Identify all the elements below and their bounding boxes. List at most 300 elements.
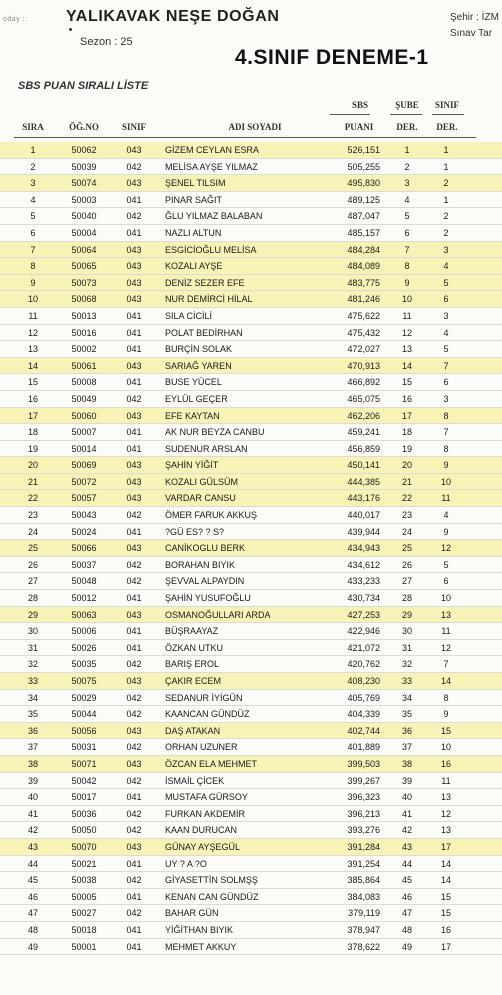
cell-rank: 5 bbox=[30, 211, 36, 222]
cell-rank: 20 bbox=[27, 460, 38, 471]
table-row bbox=[0, 590, 502, 607]
cell-sube-rank: 16 bbox=[401, 393, 412, 404]
cell-name: GİYASETTİN SOLMŞŞ bbox=[165, 875, 258, 886]
cell-score: 444,385 bbox=[347, 476, 380, 487]
table-row bbox=[0, 673, 502, 690]
table-header bbox=[0, 100, 502, 140]
cell-rank: 3 bbox=[30, 178, 36, 189]
cell-class-rank: 10 bbox=[440, 476, 451, 487]
cell-class: 043 bbox=[126, 277, 142, 288]
cell-rank: 30 bbox=[27, 626, 38, 637]
cell-score: 440,017 bbox=[347, 510, 380, 521]
cell-number: 50027 bbox=[71, 908, 97, 919]
cell-score: 475,432 bbox=[347, 327, 380, 338]
col-name: ADI SOYADI bbox=[228, 122, 282, 132]
header-underline-sube bbox=[390, 114, 422, 115]
cell-class: 042 bbox=[126, 659, 142, 670]
table-row bbox=[0, 922, 502, 939]
table-row bbox=[0, 258, 502, 275]
cell-class-rank: 8 bbox=[443, 443, 449, 454]
cell-class-rank: 1 bbox=[443, 145, 449, 155]
cell-class-rank: 7 bbox=[443, 427, 449, 438]
cell-name: KAAN DURUCAN bbox=[165, 825, 238, 836]
cell-name: EFE KAYTAN bbox=[165, 410, 220, 421]
cell-rank: 17 bbox=[27, 410, 38, 421]
cell-number: 50026 bbox=[71, 642, 97, 653]
cell-class-rank: 2 bbox=[443, 211, 449, 222]
cell-sube-rank: 22 bbox=[401, 493, 412, 504]
cell-class-rank: 4 bbox=[443, 510, 449, 521]
cell-name: GİZEM CEYLAN ESRA bbox=[165, 145, 260, 155]
cell-name: YİĞİTHAN BIYIK bbox=[165, 924, 234, 935]
season-label: Sezon : 25 bbox=[80, 36, 133, 48]
cell-sube-rank: 33 bbox=[401, 676, 412, 686]
cell-sube-rank: 46 bbox=[401, 891, 412, 902]
cell-score: 401,889 bbox=[347, 742, 380, 753]
cell-number: 50075 bbox=[71, 676, 97, 686]
cell-rank: 49 bbox=[27, 941, 38, 952]
cell-name: BARIŞ EROL bbox=[165, 659, 220, 670]
table-row bbox=[0, 507, 502, 524]
cell-class: 043 bbox=[126, 294, 142, 305]
cell-score: 484,284 bbox=[347, 244, 380, 255]
cell-score: 379,119 bbox=[348, 908, 380, 919]
cell-class-rank: 10 bbox=[440, 593, 451, 604]
cell-number: 50049 bbox=[71, 393, 97, 404]
cell-sube-rank: 20 bbox=[401, 460, 412, 471]
cell-sube-rank: 1 bbox=[404, 145, 410, 155]
cell-name: MEHMET AKKUY bbox=[165, 941, 237, 952]
cell-class: 042 bbox=[126, 161, 142, 172]
table-row bbox=[0, 424, 502, 441]
cell-name: ?GÜ ES? ? S? bbox=[165, 526, 225, 537]
cell-name: DAŞ ATAKAN bbox=[165, 725, 221, 736]
header-underline-top bbox=[330, 114, 370, 115]
cell-score: 384,083 bbox=[347, 891, 380, 902]
cell-sube-rank: 29 bbox=[401, 609, 412, 620]
cell-name: ŞAHİN YUSUFOĞLU bbox=[165, 593, 251, 604]
cell-sube-rank: 21 bbox=[401, 476, 412, 487]
cell-rank: 12 bbox=[27, 327, 38, 338]
cell-sube-rank: 32 bbox=[401, 659, 412, 670]
cell-sube-rank: 30 bbox=[401, 626, 412, 637]
cell-sube-rank: 5 bbox=[404, 211, 410, 222]
table-row bbox=[0, 142, 502, 159]
cell-sube-rank: 8 bbox=[404, 261, 410, 272]
cell-sube-rank: 35 bbox=[401, 709, 412, 720]
cell-rank: 26 bbox=[27, 559, 38, 570]
cell-class-rank: 13 bbox=[440, 609, 451, 620]
cell-rank: 24 bbox=[27, 526, 38, 537]
cell-sube-rank: 6 bbox=[404, 227, 410, 238]
cell-class: 043 bbox=[126, 476, 142, 487]
cell-class: 042 bbox=[126, 825, 142, 836]
cell-score: 487,047 bbox=[347, 211, 380, 222]
cell-rank: 28 bbox=[27, 593, 38, 604]
table-row bbox=[0, 806, 502, 823]
table-row bbox=[0, 242, 502, 259]
cell-number: 50073 bbox=[71, 277, 97, 288]
cell-name: BURÇİN SOLAK bbox=[165, 344, 233, 355]
cell-class: 041 bbox=[126, 941, 142, 952]
cell-number: 50024 bbox=[71, 526, 97, 537]
cell-name: ÖZCAN ELA MEHMET bbox=[165, 758, 258, 769]
cell-class-rank: 3 bbox=[443, 393, 449, 404]
cell-name: ORHAN UZUNER bbox=[165, 742, 238, 753]
cell-number: 50036 bbox=[71, 808, 97, 819]
cell-name: ŞEVVAL ALPAYDIN bbox=[165, 576, 245, 587]
cell-class-rank: 13 bbox=[440, 825, 451, 836]
cell-sube-rank: 23 bbox=[401, 510, 412, 521]
cell-number: 50061 bbox=[71, 360, 97, 371]
col-number: ÖĞ.NO bbox=[69, 122, 99, 132]
table-row bbox=[0, 291, 502, 308]
cell-sube-rank: 45 bbox=[401, 875, 412, 886]
table-row bbox=[0, 839, 502, 856]
cell-class: 041 bbox=[126, 924, 142, 935]
cell-score: 434,612 bbox=[347, 559, 380, 570]
cell-number: 50035 bbox=[71, 659, 97, 670]
cell-class: 041 bbox=[126, 194, 142, 205]
cell-rank: 23 bbox=[27, 510, 38, 521]
cell-name: BUSE YÜCEL bbox=[165, 377, 222, 388]
cell-number: 50007 bbox=[71, 427, 97, 438]
cell-class: 041 bbox=[126, 858, 142, 869]
col-sinif-top: SINIF bbox=[434, 100, 459, 110]
cell-rank: 19 bbox=[27, 443, 38, 454]
cell-sube-rank: 3 bbox=[404, 178, 410, 189]
cell-number: 50013 bbox=[71, 310, 97, 321]
cell-name: SEDANUR İYİGÜN bbox=[165, 692, 243, 703]
cell-name: KOZALI GÜLSÜM bbox=[165, 476, 239, 487]
cell-score: 396,213 bbox=[347, 808, 380, 819]
cell-class-rank: 8 bbox=[443, 410, 449, 421]
table-row bbox=[0, 275, 502, 292]
cell-class-rank: 11 bbox=[441, 626, 451, 637]
cell-name: ÇAKIR ECEM bbox=[165, 676, 222, 686]
cell-number: 50016 bbox=[71, 327, 97, 338]
cell-rank: 14 bbox=[27, 360, 38, 371]
cell-score: 465,075 bbox=[347, 393, 380, 404]
cell-class: 043 bbox=[126, 360, 142, 371]
cell-score: 462,206 bbox=[347, 410, 380, 421]
cell-class-rank: 15 bbox=[440, 725, 451, 736]
cell-class-rank: 14 bbox=[440, 858, 451, 869]
cell-rank: 27 bbox=[27, 576, 38, 587]
cell-rank: 47 bbox=[27, 908, 38, 919]
cell-class: 043 bbox=[126, 725, 142, 736]
cell-rank: 41 bbox=[27, 808, 38, 819]
table-row bbox=[0, 640, 502, 657]
table-row bbox=[0, 441, 502, 458]
cell-sube-rank: 17 bbox=[401, 410, 412, 421]
cell-class: 041 bbox=[126, 344, 142, 355]
table-row bbox=[0, 723, 502, 740]
cell-sube-rank: 44 bbox=[401, 858, 412, 869]
cell-score: 466,892 bbox=[347, 377, 380, 388]
cell-name: MUSTAFA GÜRSOY bbox=[165, 792, 248, 803]
cell-score: 420,762 bbox=[347, 659, 380, 670]
logo: oday :: bbox=[3, 16, 28, 23]
list-subtitle: SBS PUAN SIRALI LİSTE bbox=[18, 80, 149, 92]
cell-number: 50002 bbox=[71, 344, 97, 355]
cell-class: 042 bbox=[126, 510, 142, 521]
cell-rank: 9 bbox=[30, 277, 36, 288]
cell-number: 50006 bbox=[71, 626, 97, 637]
cell-class-rank: 1 bbox=[443, 194, 449, 205]
cell-score: 434,943 bbox=[347, 543, 380, 554]
cell-class-rank: 9 bbox=[443, 460, 449, 471]
cell-number: 50060 bbox=[71, 410, 97, 421]
cell-rank: 25 bbox=[27, 543, 38, 554]
cell-rank: 22 bbox=[27, 493, 38, 504]
cell-sube-rank: 47 bbox=[401, 908, 412, 919]
table-row bbox=[0, 374, 502, 391]
cell-rank: 33 bbox=[27, 676, 38, 686]
cell-name: KENAN CAN GÜNDÜZ bbox=[165, 891, 259, 902]
cell-class-rank: 14 bbox=[440, 875, 451, 886]
table-row bbox=[0, 358, 502, 375]
cell-sube-rank: 24 bbox=[401, 526, 412, 537]
cell-name: ESGİCİOĞLU MELİSA bbox=[165, 244, 257, 255]
table-row bbox=[0, 391, 502, 408]
cell-name: AK NUR BEYZA CANBU bbox=[165, 427, 265, 438]
cell-rank: 21 bbox=[27, 476, 38, 487]
cell-score: 421,072 bbox=[347, 642, 380, 653]
cell-name: EYLÜL GEÇER bbox=[165, 393, 228, 404]
table-row bbox=[0, 607, 502, 624]
header-underline-bottom bbox=[14, 137, 476, 138]
cell-score: 485,157 bbox=[347, 227, 380, 238]
cell-class: 043 bbox=[126, 676, 142, 686]
cell-class: 042 bbox=[126, 559, 142, 570]
cell-sube-rank: 25 bbox=[401, 543, 412, 554]
cell-class: 041 bbox=[126, 377, 142, 388]
cell-score: 495,830 bbox=[347, 178, 380, 189]
cell-sube-rank: 11 bbox=[402, 310, 412, 321]
table-row bbox=[0, 739, 502, 756]
cell-score: 393,276 bbox=[347, 825, 380, 836]
cell-class: 042 bbox=[126, 211, 142, 222]
cell-class: 043 bbox=[126, 261, 142, 272]
cell-class: 041 bbox=[126, 526, 142, 537]
cell-name: NAZLI ALTUN bbox=[165, 227, 222, 238]
cell-name: SILA CİCİLİ bbox=[165, 310, 213, 321]
cell-class-rank: 6 bbox=[443, 377, 449, 388]
cell-class: 043 bbox=[126, 609, 142, 620]
cell-name: UY ? A ?O bbox=[165, 858, 207, 869]
cell-number: 50062 bbox=[71, 145, 97, 155]
cell-class-rank: 15 bbox=[440, 908, 451, 919]
cell-number: 50039 bbox=[71, 161, 97, 172]
cell-rank: 40 bbox=[27, 792, 38, 803]
cell-rank: 7 bbox=[30, 244, 36, 255]
cell-score: 450,141 bbox=[347, 460, 380, 471]
cell-score: 433,233 bbox=[347, 576, 380, 587]
cell-class-rank: 16 bbox=[440, 758, 451, 769]
cell-class-rank: 10 bbox=[440, 742, 451, 753]
cell-name: NUR DEMİRCİ HİLAL bbox=[165, 294, 253, 305]
table-row bbox=[0, 408, 502, 425]
cell-class-rank: 7 bbox=[443, 659, 449, 670]
cell-name: ŞENEL TILSIM bbox=[165, 178, 226, 189]
school-name: YALIKAVAK NEŞE DOĞAN bbox=[66, 8, 280, 25]
cell-name: DENİZ SEZER EFE bbox=[165, 277, 245, 288]
col-sube-top: ŞUBE bbox=[395, 100, 419, 110]
table-row bbox=[0, 557, 502, 574]
cell-sube-rank: 4 bbox=[404, 194, 410, 205]
cell-rank: 36 bbox=[27, 725, 38, 736]
cell-sube-rank: 48 bbox=[401, 924, 412, 935]
table-row bbox=[0, 905, 502, 922]
cell-sube-rank: 19 bbox=[401, 443, 412, 454]
cell-class: 041 bbox=[126, 593, 142, 604]
cell-sube-rank: 28 bbox=[401, 593, 412, 604]
cell-name: GÜNAY AYŞEGÜL bbox=[165, 841, 241, 852]
cell-class-rank: 17 bbox=[440, 941, 451, 952]
cell-class: 041 bbox=[126, 327, 142, 338]
cell-rank: 4 bbox=[30, 194, 36, 205]
table-row bbox=[0, 325, 502, 342]
cell-sube-rank: 34 bbox=[401, 692, 412, 703]
cell-class: 042 bbox=[126, 775, 142, 786]
cell-class: 041 bbox=[126, 792, 142, 803]
cell-score: 489,125 bbox=[347, 194, 380, 205]
cell-rank: 34 bbox=[27, 692, 38, 703]
cell-sube-rank: 31 bbox=[401, 642, 412, 653]
cell-name: POLAT BEDİRHAN bbox=[165, 327, 243, 338]
cell-class: 041 bbox=[126, 626, 142, 637]
col-score-bottom: PUANI bbox=[344, 122, 374, 132]
cell-number: 50056 bbox=[71, 725, 97, 736]
cell-score: 483,775 bbox=[347, 277, 380, 288]
col-sinif-bottom: DER. bbox=[436, 122, 458, 132]
cell-number: 50068 bbox=[71, 294, 97, 305]
cell-rank: 13 bbox=[27, 344, 38, 355]
cell-score: 459,241 bbox=[347, 427, 380, 438]
table-row bbox=[0, 490, 502, 507]
cell-class: 043 bbox=[126, 145, 142, 155]
cell-score: 505,255 bbox=[347, 161, 380, 172]
cell-name: İSMAİL ÇİCEK bbox=[165, 775, 225, 786]
cell-number: 50042 bbox=[71, 775, 97, 786]
cell-class-rank: 9 bbox=[443, 526, 449, 537]
cell-number: 50070 bbox=[71, 841, 97, 852]
cell-rank: 43 bbox=[27, 841, 38, 852]
cell-number: 50048 bbox=[71, 576, 97, 587]
cell-class-rank: 11 bbox=[441, 775, 451, 786]
cell-class: 042 bbox=[126, 709, 142, 720]
cell-class: 043 bbox=[126, 460, 142, 471]
table-row bbox=[0, 822, 502, 839]
cell-class: 041 bbox=[126, 642, 142, 653]
cell-sube-rank: 10 bbox=[401, 294, 412, 305]
cell-name: BORAHAN BIYIK bbox=[165, 559, 236, 570]
col-sube-bottom: DER. bbox=[396, 122, 418, 132]
cell-number: 50001 bbox=[71, 941, 97, 952]
cell-number: 50038 bbox=[71, 875, 97, 886]
cell-score: 443,176 bbox=[347, 493, 380, 504]
table-row bbox=[0, 208, 502, 225]
table-row bbox=[0, 159, 502, 176]
cell-name: OSMANOĞULLARI ARDA bbox=[165, 609, 271, 620]
table-row bbox=[0, 872, 502, 889]
cell-score: 475,622 bbox=[347, 310, 380, 321]
cell-rank: 45 bbox=[27, 875, 38, 886]
cell-class: 041 bbox=[126, 310, 142, 321]
cell-name: MELİSA AYŞE YILMAZ bbox=[165, 161, 258, 172]
cell-rank: 1 bbox=[30, 145, 36, 155]
cell-class-rank: 11 bbox=[441, 493, 451, 504]
cell-class-rank: 5 bbox=[443, 277, 449, 288]
col-score-top: SBS bbox=[351, 100, 368, 110]
cell-class: 043 bbox=[126, 410, 142, 421]
cell-sube-rank: 26 bbox=[401, 559, 412, 570]
cell-sube-rank: 7 bbox=[404, 244, 410, 255]
cell-number: 50031 bbox=[71, 742, 97, 753]
cell-name: ŞAHİN YİĞİT bbox=[165, 460, 219, 471]
cell-rank: 42 bbox=[27, 825, 38, 836]
cell-name: BAHAR GÜN bbox=[165, 908, 219, 919]
cell-sube-rank: 49 bbox=[401, 941, 412, 952]
cell-rank: 10 bbox=[27, 294, 38, 305]
cell-score: 402,744 bbox=[347, 725, 380, 736]
cell-class-rank: 4 bbox=[443, 261, 449, 272]
cell-score: 484,089 bbox=[347, 261, 380, 272]
cell-score: 456,859 bbox=[347, 443, 380, 454]
table-row bbox=[0, 623, 502, 640]
cell-score: 396,323 bbox=[347, 792, 380, 803]
cell-rank: 15 bbox=[27, 377, 38, 388]
cell-class-rank: 3 bbox=[443, 244, 449, 255]
cell-rank: 39 bbox=[27, 775, 38, 786]
cell-class-rank: 12 bbox=[440, 808, 451, 819]
cell-rank: 37 bbox=[27, 742, 38, 753]
cell-class-rank: 12 bbox=[440, 543, 451, 554]
exam-title: 4.SINIF DENEME-1 bbox=[235, 46, 429, 69]
cell-score: 399,503 bbox=[347, 758, 380, 769]
cell-name: ĞLU YILMAZ BALABAN bbox=[165, 211, 263, 222]
cell-number: 50004 bbox=[71, 227, 97, 238]
cell-class-rank: 6 bbox=[443, 576, 449, 587]
cell-rank: 6 bbox=[30, 227, 36, 238]
cell-score: 430,734 bbox=[347, 593, 380, 604]
cell-name: BÜŞRAAYAZ bbox=[165, 626, 219, 637]
cell-score: 391,284 bbox=[347, 841, 380, 852]
cell-score: 481,246 bbox=[347, 294, 380, 305]
cell-sube-rank: 9 bbox=[404, 277, 410, 288]
cell-class-rank: 15 bbox=[440, 891, 451, 902]
cell-sube-rank: 37 bbox=[401, 742, 412, 753]
cell-rank: 35 bbox=[27, 709, 38, 720]
cell-class: 043 bbox=[126, 493, 142, 504]
cell-score: 526,151 bbox=[347, 145, 380, 155]
table-row bbox=[0, 540, 502, 557]
cell-class: 041 bbox=[126, 227, 142, 238]
table-row bbox=[0, 656, 502, 673]
cell-score: 470,913 bbox=[347, 360, 380, 371]
ranking-table bbox=[0, 142, 502, 955]
cell-class-rank: 14 bbox=[440, 676, 451, 686]
cell-sube-rank: 38 bbox=[401, 758, 412, 769]
cell-sube-rank: 40 bbox=[401, 792, 412, 803]
cell-name: ÖZKAN UTKU bbox=[165, 642, 224, 653]
cell-number: 50072 bbox=[71, 476, 97, 487]
cell-name: KOZALI AYŞE bbox=[165, 261, 223, 272]
cell-score: 378,622 bbox=[347, 941, 380, 952]
cell-score: 404,339 bbox=[347, 709, 380, 720]
cell-number: 50074 bbox=[71, 178, 97, 189]
